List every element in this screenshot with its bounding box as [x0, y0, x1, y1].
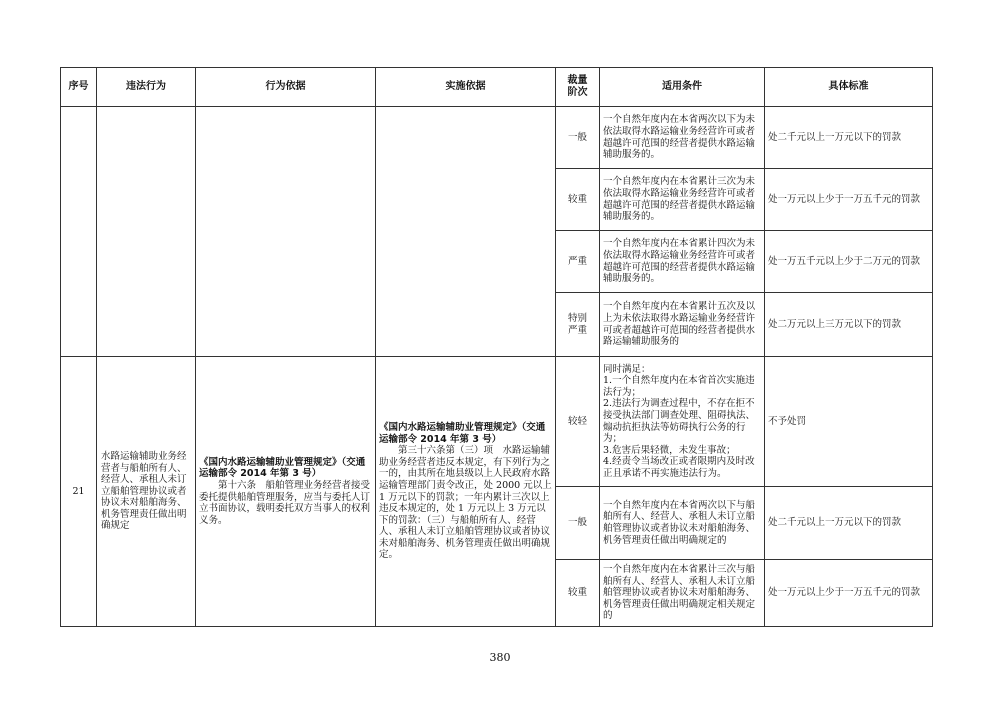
header-violation: 违法行为 — [97, 68, 196, 107]
impl-title: 《国内水路运输辅助业管理规定》（交通运输部令 2014 年第 3 号） — [379, 421, 546, 445]
condition-cell: 一个自然年度内在本省两次以下为未依法取得水路运输业务经营许可或者超越许可范围的经营者提供水路运输辅助服务的。 — [600, 107, 765, 169]
prev-impl-cell — [376, 107, 556, 357]
standard-cell: 处一万元以上少于一万五千元的罚款 — [765, 169, 933, 231]
page-number: 380 — [489, 651, 511, 664]
condition-line: 1.一个自然年度内在本省首次实施违法行为； — [603, 375, 755, 398]
header-basis: 行为依据 — [196, 68, 376, 107]
condition-cell: 一个自然年度内在本省累计四次为未依法取得水路运输业务经营许可或者超越许可范围的经营者提供水路运输辅助服务的。 — [600, 231, 765, 293]
prev-seq-cell — [61, 107, 97, 357]
standard-cell: 处二千元以上一万元以下的罚款 — [765, 487, 933, 560]
level-cell: 特别严重 — [556, 293, 600, 357]
condition-cell: 一个自然年度内在本省两次以下与船舶所有人、经营人、承租人未订立船舶管理协议或者协议未对船舶海务、机务管理责任做出明确规定的 — [600, 487, 765, 560]
condition-cell — [600, 357, 765, 487]
prev-violation-cell — [97, 107, 196, 357]
standard-cell: 处一万五千元以上少于二万元的罚款 — [765, 231, 933, 293]
penalty-table — [60, 67, 933, 627]
condition-cell: 一个自然年度内在本省累计三次与船舶所有人、经营人、承租人未订立船舶管理协议或者协议未对船舶海务、机务管理责任做出明确规定相关规定的 — [600, 560, 765, 627]
level-cell: 严重 — [556, 231, 600, 293]
header-row — [61, 68, 933, 107]
header-std: 具体标准 — [765, 68, 933, 107]
table-row — [61, 357, 933, 487]
condition-cell: 一个自然年度内在本省累计三次为未依法取得水路运输业务经营许可或者超越许可范围的经营者提供水路运输辅助服务的。 — [600, 169, 765, 231]
standard-cell: 处二千元以上一万元以下的罚款 — [765, 107, 933, 169]
prev-basis-cell — [196, 107, 376, 357]
basis-title: 《国内水路运输辅助业管理规定》（交通运输部令 2014 年第 3 号） — [199, 456, 366, 480]
header-seq: 序号 — [61, 68, 97, 107]
level-cell: 一般 — [556, 487, 600, 560]
basis-text: 第十六条 船舶管理业务经营者接受委托提供船舶管理服务，应当与委托人订立书面协议，载明委托双方当事人的权利义务。 — [199, 479, 371, 526]
level-cell: 较重 — [556, 169, 600, 231]
standard-cell: 处一万元以上少于一万五千元的罚款 — [765, 560, 933, 627]
standard-cell: 处二万元以上三万元以下的罚款 — [765, 293, 933, 357]
basis-cell — [196, 357, 376, 627]
condition-line: 4.经责令当场改正或者限期内及时改正且承诺不再实施违法行为。 — [603, 456, 755, 479]
header-impl: 实施依据 — [376, 68, 556, 107]
impl-cell — [376, 357, 556, 627]
item-seq: 21 — [61, 357, 97, 627]
condition-line: 3.危害后果轻微，未发生事故； — [603, 444, 736, 456]
header-level: 裁量阶次 — [556, 68, 600, 107]
impl-text: 第三十六条第（三）项 水路运输辅助业务经营者违反本规定，有下列行为之一的，由其所在地县级以上人民政府水路运输管理部门责令改正，处 2000 元以上 1 万元以下的罚款；一年内累计三次以上违反本规定的，处 1 万元以上 3 万元以下的罚款：（三）与船舶所有人、经营人、承租人未订立船舶管理协议或者协议未对船舶海务、机务管理责任做出明确规定。 — [379, 445, 552, 561]
table-row — [61, 107, 933, 169]
condition-cell: 一个自然年度内在本省累计五次及以上为未依法取得水路运输业务经营许可或者超越许可范围的经营者提供水路运输辅助服务的 — [600, 293, 765, 357]
violation-cell: 水路运输辅助业务经营者与船舶所有人、经营人、承租人未订立船舶管理协议或者协议未对船舶海务、机务管理责任做出明确规定 — [97, 357, 196, 627]
level-cell: 一般 — [556, 107, 600, 169]
header-cond: 适用条件 — [600, 68, 765, 107]
standard-cell: 不予处罚 — [765, 357, 933, 487]
condition-line: 同时满足： — [603, 363, 651, 375]
condition-line: 2.违法行为调查过程中，不存在拒不接受执法部门调查处理、阻碍执法、煽动抗拒执法等妨碍执行公务的行为； — [603, 398, 756, 445]
level-cell: 较轻 — [556, 357, 600, 487]
level-cell: 较重 — [556, 560, 600, 627]
